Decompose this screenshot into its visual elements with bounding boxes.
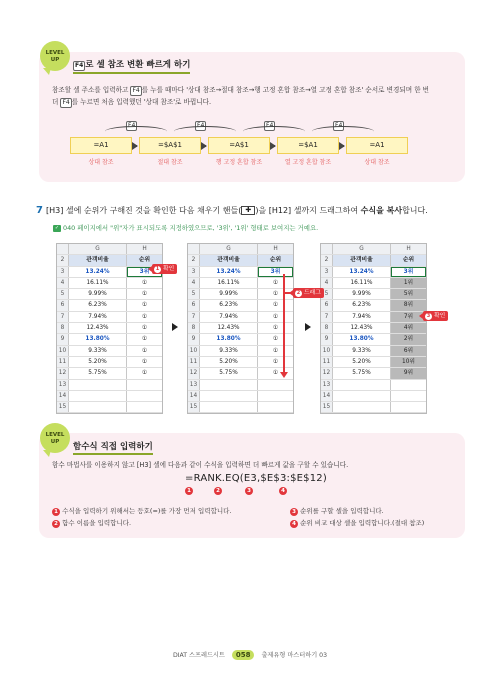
- sheet-row: [321, 323, 426, 334]
- marker-4: 4: [279, 487, 287, 495]
- cell-g[interactable]: 9.99%: [200, 289, 258, 299]
- sheet-row: [188, 334, 293, 345]
- formula-items-left: [52, 505, 231, 529]
- key-f4: F4: [75, 62, 84, 69]
- step-text-bold: 수식을 복사: [360, 206, 403, 215]
- row-number: 3: [321, 267, 333, 277]
- reference-box: =$A$1: [139, 137, 201, 154]
- footer: [0, 650, 500, 660]
- item-number: 2: [52, 520, 60, 528]
- f4-description: [52, 84, 462, 108]
- formula-item: [290, 517, 424, 529]
- curve-arrow-icon: [105, 126, 167, 137]
- sheet-row: [321, 267, 426, 278]
- item-text: 순위 비교 대상 셀을 입력합니다.(절대 참조): [300, 519, 425, 527]
- row-number: 9: [57, 334, 69, 344]
- cell-h[interactable]: 4위: [391, 323, 426, 333]
- marker-2: 2: [214, 487, 222, 495]
- step-text: 합니다.: [402, 206, 428, 215]
- formula-item: [290, 505, 424, 517]
- row-number: 4: [321, 278, 333, 288]
- cell-h[interactable]: [127, 391, 162, 401]
- sheet-row: [57, 289, 162, 300]
- sheet-row: [57, 267, 162, 278]
- sheet-row: [321, 312, 426, 323]
- sheet-row: [188, 368, 293, 379]
- cell-h[interactable]: [391, 380, 426, 390]
- sheet-row: [188, 300, 293, 311]
- sheet-row: [321, 255, 426, 266]
- key-f4: F4: [266, 122, 274, 129]
- formula-markers: [185, 487, 305, 497]
- cell-h[interactable]: 순위: [258, 255, 293, 265]
- cell-g[interactable]: 13.24%: [200, 267, 258, 277]
- cell-h[interactable]: [258, 391, 293, 401]
- row-number: 9: [321, 334, 333, 344]
- drag-path: [283, 274, 285, 374]
- cell-h[interactable]: 7위: [391, 312, 426, 322]
- row-number: 4: [57, 278, 69, 288]
- row-number: 4: [188, 278, 200, 288]
- footer-right: 출제유형 마스터하기 03: [261, 652, 328, 659]
- cell-g[interactable]: 관객비율: [333, 255, 391, 265]
- formula-intro: 함수 마법사를 이용하지 않고 [H3] 셀에 다음과 같이 수식을 입력하면 더 빠르게 값을 구할 수 있습니다.: [52, 461, 349, 469]
- sheet-row: [321, 368, 426, 379]
- step-7: [36, 205, 476, 216]
- cell-h[interactable]: H: [127, 244, 162, 254]
- levelup-badge: [40, 41, 70, 71]
- cell-h[interactable]: ①: [141, 302, 148, 309]
- cell-g[interactable]: 5.20%: [200, 357, 258, 367]
- cell-h[interactable]: 9위: [391, 368, 426, 378]
- sheet-row: [321, 391, 426, 402]
- cell-h[interactable]: ①: [272, 279, 279, 286]
- cell-h[interactable]: 3위: [127, 267, 162, 277]
- reference-label: 상대 참조: [364, 159, 390, 166]
- cell-g[interactable]: G: [333, 244, 391, 254]
- sheet-row: [321, 289, 426, 300]
- cell-h[interactable]: 10위: [391, 357, 426, 367]
- callout-text: 확인: [434, 313, 446, 319]
- row-number: 5: [321, 289, 333, 299]
- page-number: 058: [232, 650, 255, 660]
- chain-arrow: [270, 145, 275, 147]
- curve-arrow-icon: [312, 126, 374, 137]
- formula-text: =RANK.EQ(E3,$E$3:$E$12): [185, 473, 327, 484]
- sheet-row: [57, 244, 162, 255]
- cell-h[interactable]: 6위: [391, 346, 426, 356]
- cell-g[interactable]: [200, 402, 258, 412]
- row-number: 5: [188, 289, 200, 299]
- note-text: 040 페이지에서 "위"자가 표시되도록 지정하였으므로, '3위', '1위' 형태로 보여지는 거예요.: [63, 224, 319, 232]
- cell-h[interactable]: ①: [141, 347, 148, 354]
- sheet-row: [321, 402, 426, 413]
- cell-h[interactable]: ①: [141, 325, 148, 332]
- levelup-text: LEVEL: [45, 50, 65, 56]
- row-number: 3: [188, 267, 200, 277]
- levelup-badge: [40, 423, 70, 453]
- cell-g[interactable]: 6.23%: [200, 300, 258, 310]
- row-number: [321, 244, 333, 254]
- curve-arrow-icon: [174, 126, 236, 137]
- sheet-row: [57, 391, 162, 402]
- sheet-row: [57, 278, 162, 289]
- row-number: 8: [188, 323, 200, 333]
- formula-items-right: [290, 505, 424, 529]
- sheet-row: [57, 255, 162, 266]
- row-number: 5: [57, 289, 69, 299]
- spreadsheet-after: [320, 243, 427, 414]
- sheet-row: [188, 391, 293, 402]
- section-title-formula: 함수식 직접 입력하기: [73, 440, 153, 455]
- row-number: 13: [321, 380, 333, 390]
- section-title-text: 로 셀 참조 변환 빠르게 하기: [85, 60, 191, 70]
- cell-g[interactable]: 9.99%: [69, 289, 127, 299]
- cell-g[interactable]: 13.80%: [200, 334, 258, 344]
- reference-label: 상대 참조: [88, 159, 114, 166]
- row-number: [188, 244, 200, 254]
- cell-h[interactable]: 8위: [391, 300, 426, 310]
- reference-label: 열 고정 혼합 참조: [284, 159, 332, 166]
- cell-g[interactable]: 16.11%: [200, 278, 258, 288]
- next-arrow-icon: [305, 323, 311, 331]
- cell-h[interactable]: 3위: [391, 267, 426, 277]
- reference-box: =A$1: [208, 137, 270, 154]
- sheet-row: [188, 255, 293, 266]
- cell-h[interactable]: ①: [141, 291, 148, 298]
- reference-label: 절대 참조: [157, 159, 183, 166]
- sheet-row: [57, 346, 162, 357]
- cell-g[interactable]: [69, 402, 127, 412]
- cell-g[interactable]: 16.11%: [69, 278, 127, 288]
- key-f4: F4: [128, 122, 136, 129]
- reference-label: 행 고정 혼합 참조: [215, 159, 263, 166]
- item-number: 3: [290, 508, 298, 516]
- section-title-f4: [73, 58, 190, 74]
- sheet-row: [188, 323, 293, 334]
- cell-g[interactable]: [333, 402, 391, 412]
- sheet-row: [321, 346, 426, 357]
- chain-arrow: [132, 145, 137, 147]
- item-text: 순위를 구할 셀을 입력합니다.: [300, 507, 384, 515]
- row-number: 11: [57, 357, 69, 367]
- key-f4: F4: [197, 122, 205, 129]
- cell-g[interactable]: 13.80%: [333, 334, 391, 344]
- chain-arrow: [201, 145, 206, 147]
- sheet-row: [188, 380, 293, 391]
- sheet-row: [57, 312, 162, 323]
- key-f4: F4: [62, 99, 70, 106]
- cell-h[interactable]: [127, 380, 162, 390]
- cell-g[interactable]: 9.33%: [200, 346, 258, 356]
- levelup-text: LEVEL: [45, 432, 65, 438]
- drag-path-arrow: [280, 372, 288, 378]
- sheet-row: [188, 289, 293, 300]
- cell-h[interactable]: [258, 380, 293, 390]
- item-text: 함수 이름을 입력합니다.: [62, 519, 132, 527]
- callout-check-1: [152, 264, 177, 274]
- cell-h[interactable]: ①: [141, 279, 148, 286]
- cell-g[interactable]: [69, 380, 127, 390]
- desc-text: 참조할 셀 주소를 입력하고: [52, 86, 131, 94]
- key-f4: F4: [335, 122, 343, 129]
- cell-h[interactable]: 1위: [391, 278, 426, 288]
- callout-text: 드래그: [304, 290, 321, 296]
- cell-g[interactable]: 6.23%: [69, 300, 127, 310]
- callout-text: 확인: [163, 266, 175, 272]
- row-number: 10: [57, 346, 69, 356]
- sheet-row: [57, 368, 162, 379]
- callout-number: 1: [155, 266, 160, 272]
- cell-h[interactable]: 3위: [258, 267, 293, 277]
- cell-h[interactable]: H: [391, 244, 426, 254]
- cell-h[interactable]: ①: [272, 302, 279, 309]
- cell-g[interactable]: 7.94%: [333, 312, 391, 322]
- cell-h[interactable]: ①: [141, 358, 148, 365]
- cell-g[interactable]: 13.24%: [333, 267, 391, 277]
- step-number: 7: [36, 205, 43, 216]
- row-number: 6: [188, 300, 200, 310]
- step-text: )을 [H12] 셀까지 드래그하여: [255, 206, 361, 215]
- cell-g[interactable]: 7.94%: [200, 312, 258, 322]
- cell-g[interactable]: 16.11%: [333, 278, 391, 288]
- sheet-row: [188, 267, 293, 278]
- desc-text: 를 누르면 처음 입력했던 '상대 참조'로 바뀝니다.: [71, 98, 212, 106]
- cell-g[interactable]: 12.43%: [69, 323, 127, 333]
- reference-box: =A1: [346, 137, 408, 154]
- item-number: 1: [52, 508, 60, 516]
- cell-h[interactable]: [258, 402, 293, 412]
- cell-g[interactable]: [333, 380, 391, 390]
- key-f4: F4: [132, 87, 140, 94]
- callout-number: 2: [296, 290, 301, 296]
- callout-drag: [293, 288, 324, 298]
- sheet-row: [188, 346, 293, 357]
- cell-g[interactable]: 9.33%: [333, 346, 391, 356]
- cell-h[interactable]: H: [258, 244, 293, 254]
- cell-g[interactable]: 5.20%: [69, 357, 127, 367]
- row-number: 8: [57, 323, 69, 333]
- spreadsheet-drag: [187, 243, 294, 414]
- row-number: 14: [57, 391, 69, 401]
- cell-g[interactable]: 5.75%: [333, 368, 391, 378]
- marker-1: 1: [185, 487, 193, 495]
- row-number: 15: [321, 402, 333, 412]
- cell-h[interactable]: ①: [141, 313, 148, 320]
- cell-h[interactable]: ①: [272, 370, 279, 377]
- sheet-row: [321, 334, 426, 345]
- cell-g[interactable]: 13.24%: [69, 267, 127, 277]
- sheet-row: [321, 380, 426, 391]
- cell-g[interactable]: 5.75%: [200, 368, 258, 378]
- row-number: [57, 244, 69, 254]
- cell-h[interactable]: ①: [141, 370, 148, 377]
- desc-text: 더: [52, 98, 61, 106]
- cell-h[interactable]: 순위: [127, 255, 162, 265]
- curve-arrow-icon: [243, 126, 305, 137]
- cell-g[interactable]: 6.23%: [333, 300, 391, 310]
- item-text: 수식을 입력하기 위해서는 등호(=)를 가장 먼저 입력합니다.: [62, 507, 232, 515]
- cell-g[interactable]: 13.80%: [69, 334, 127, 344]
- callout-number: 3: [426, 313, 431, 319]
- callout-check-3: [423, 311, 448, 321]
- row-number: 7: [321, 312, 333, 322]
- sheet-row: [188, 357, 293, 368]
- cell-h[interactable]: [391, 402, 426, 412]
- row-number: 13: [57, 380, 69, 390]
- row-number: 9: [188, 334, 200, 344]
- cell-h[interactable]: ①: [272, 358, 279, 365]
- cell-g[interactable]: 5.75%: [69, 368, 127, 378]
- cell-g[interactable]: 7.94%: [69, 312, 127, 322]
- cell-h[interactable]: ①: [272, 291, 279, 298]
- levelup-text: UP: [50, 439, 60, 445]
- cell-h[interactable]: ①: [272, 325, 279, 332]
- sheet-row: [321, 244, 426, 255]
- cell-g[interactable]: [200, 391, 258, 401]
- cell-g[interactable]: [69, 391, 127, 401]
- row-number: 12: [321, 368, 333, 378]
- row-number: 2: [57, 255, 69, 265]
- reference-box: =$A1: [277, 137, 339, 154]
- cell-g[interactable]: 9.33%: [69, 346, 127, 356]
- row-number: 12: [57, 368, 69, 378]
- row-number: 10: [321, 346, 333, 356]
- cell-g[interactable]: 5.20%: [333, 357, 391, 367]
- sheet-row: [188, 278, 293, 289]
- row-number: 15: [188, 402, 200, 412]
- cell-h[interactable]: ①: [272, 336, 279, 343]
- step-note: [53, 223, 318, 232]
- sheet-row: [57, 357, 162, 368]
- sheet-row: [188, 312, 293, 323]
- footer-left: DIAT 스프레드시트: [172, 652, 225, 659]
- sheet-row: [321, 278, 426, 289]
- marker-3: 3: [245, 487, 253, 495]
- sheet-row: [57, 323, 162, 334]
- cell-g[interactable]: 12.43%: [333, 323, 391, 333]
- reference-box: =A1: [70, 137, 132, 154]
- cell-h[interactable]: 2위: [391, 334, 426, 344]
- cell-h[interactable]: 순위: [391, 255, 426, 265]
- step-text: [H3] 셀에 순위가 구해진 것을 확인한 다음 채우기 핸들(: [45, 206, 242, 215]
- cell-g[interactable]: G: [69, 244, 127, 254]
- item-number: 4: [290, 520, 298, 528]
- cell-h[interactable]: [391, 391, 426, 401]
- row-number: 6: [321, 300, 333, 310]
- cell-h[interactable]: ①: [272, 313, 279, 320]
- row-number: 3: [57, 267, 69, 277]
- sheet-row: [57, 300, 162, 311]
- row-number: 2: [321, 255, 333, 265]
- spreadsheet-before: [56, 243, 163, 414]
- sheet-row: [57, 380, 162, 391]
- cell-g[interactable]: 관객비율: [200, 255, 258, 265]
- cell-g[interactable]: [333, 391, 391, 401]
- sheet-row: [57, 334, 162, 345]
- cell-g[interactable]: [200, 380, 258, 390]
- row-number: 11: [321, 357, 333, 367]
- row-number: 14: [321, 391, 333, 401]
- formula-item: [52, 505, 231, 517]
- row-number: 15: [57, 402, 69, 412]
- row-number: 12: [188, 368, 200, 378]
- next-arrow-icon: [172, 323, 178, 331]
- sheet-row: [188, 244, 293, 255]
- row-number: 7: [188, 312, 200, 322]
- note-icon: ✓: [54, 224, 60, 231]
- desc-text: 를 누를 때마다 '상대 참조→절대 참조→행 고정 혼합 참조→열 고정 혼합 참조' 순서로 변경되며 한 번: [141, 86, 430, 94]
- cell-h[interactable]: [127, 402, 162, 412]
- formula-item: [52, 517, 231, 529]
- cell-h[interactable]: ①: [272, 347, 279, 354]
- cell-g[interactable]: 12.43%: [200, 323, 258, 333]
- cell-h[interactable]: ①: [141, 336, 148, 343]
- row-number: 13: [188, 380, 200, 390]
- cell-g[interactable]: G: [200, 244, 258, 254]
- row-number: 10: [188, 346, 200, 356]
- cell-g[interactable]: 관객비율: [69, 255, 127, 265]
- row-number: 11: [188, 357, 200, 367]
- row-number: 7: [57, 312, 69, 322]
- fill-handle-icon: ✚: [241, 206, 255, 215]
- row-number: 14: [188, 391, 200, 401]
- sheet-row: [188, 402, 293, 413]
- row-number: 2: [188, 255, 200, 265]
- sheet-row: [57, 402, 162, 413]
- row-number: 6: [57, 300, 69, 310]
- sheet-row: [321, 357, 426, 368]
- cell-g[interactable]: 9.99%: [333, 289, 391, 299]
- cell-h[interactable]: 5위: [391, 289, 426, 299]
- row-number: 8: [321, 323, 333, 333]
- chain-arrow: [339, 145, 344, 147]
- levelup-text: UP: [50, 57, 60, 63]
- sheet-row: [321, 300, 426, 311]
- drag-path-link: [283, 292, 293, 294]
